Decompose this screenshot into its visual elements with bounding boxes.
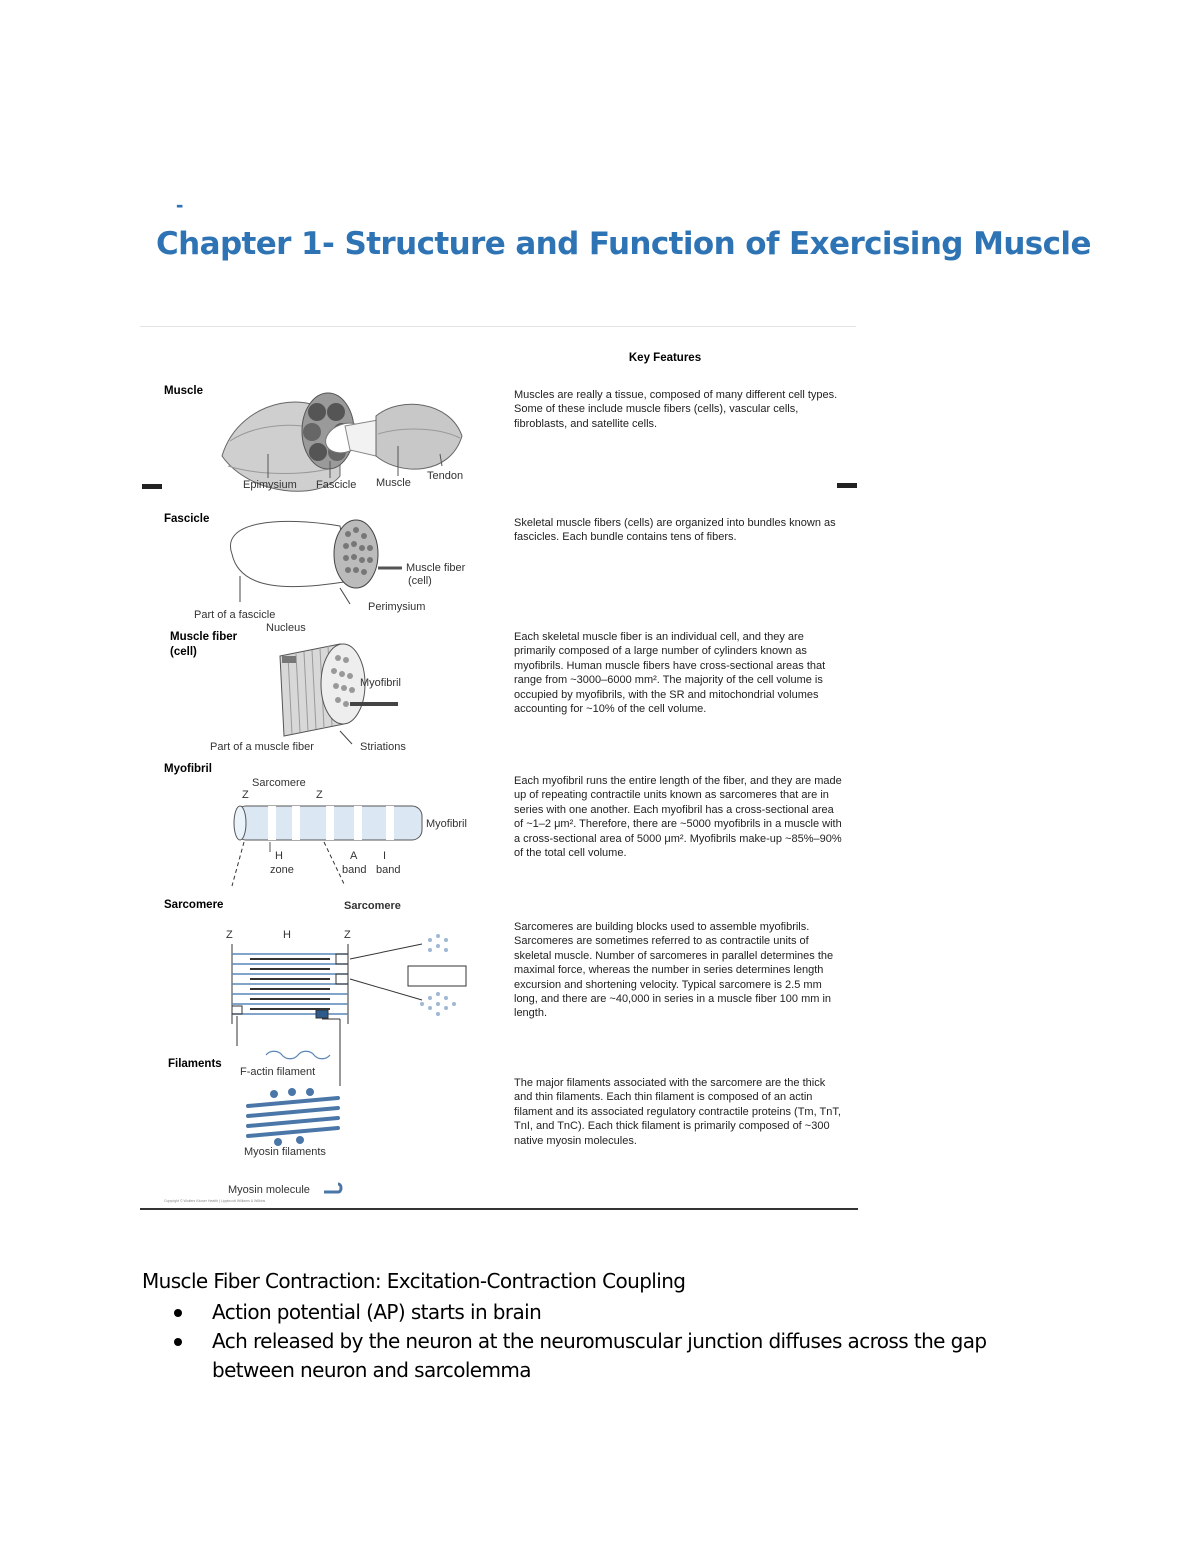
bullet-icon: [174, 1309, 182, 1317]
fascicle-drawing: [194, 520, 466, 621]
muscle-fiber-label-2: (cell): [408, 575, 432, 587]
section-label-sarcomere: Sarcomere: [164, 899, 224, 911]
i-band-label: band: [376, 864, 401, 876]
bullet-item: [170, 1298, 1030, 1327]
myosin-molecule-label: Myosin molecule: [228, 1184, 310, 1196]
section-label-myofibril: Myofibril: [164, 763, 212, 775]
tendon-label: Tendon: [427, 470, 464, 482]
figure-copyright: Copyright © Wolters Kluwer Health | Lippincott Williams & Wilkins: [164, 1199, 266, 1203]
part-of-fascicle-label: Part of a fascicle: [194, 609, 276, 621]
perimysium-label: Perimysium: [368, 601, 426, 613]
z-label-4: Z: [344, 929, 351, 941]
section-label-muscle-fiber: Muscle fiber (cell): [170, 631, 238, 658]
myofibril-drawing: [232, 777, 467, 912]
section-label-fascicle: Fascicle: [164, 513, 210, 525]
h-label-2: H: [283, 929, 291, 941]
sarcomere-drawing: [226, 929, 466, 1086]
bullet-item: [170, 1327, 1030, 1385]
i-band-letter: I: [383, 850, 387, 862]
section-label-filaments: Filaments: [168, 1058, 222, 1070]
h-label: H: [275, 850, 283, 862]
title-dash: -: [176, 192, 184, 217]
description-fascicle: Skeletal muscle fibers (cells) are organized into bundles known as fascicles. Each bundle contains tens of fibers.: [514, 517, 836, 544]
muscle-structure-figure: [140, 326, 860, 1216]
part-of-fiber-label: Part of a muscle fiber: [210, 741, 314, 753]
description-muscle: Muscles are really a tissue, composed of many different cell types. Some of these include muscle fibers (cells), vascular cells, fibroblasts, and satellite cells.: [514, 389, 838, 430]
description-filaments: The major filaments associated with the sarcomere are the thick and thin filaments. Each thin filament is composed of an actin filament and its associated regulatory contractile proteins (Tm, TnT, TnI, and TnC). Each thick filament is primarily composed of ~300 native myosin molecules.: [514, 1077, 841, 1147]
description-muscle-fiber: Each skeletal muscle fiber is an individual cell, and they are primarily composed of a large number of cylinders known as myofibrils. Human muscle fibers have cross-sectional areas that range from ~3000–6000 mm². The majority of the cell volume is occupied by myofibrils, with the SR and mitochondrial volumes accounting for ~10% of the cell volume.: [514, 631, 826, 716]
muscle-fiber-label-1: Muscle fiber: [406, 562, 466, 574]
left-page-tick: [142, 484, 162, 489]
f-actin-label: F-actin filament: [240, 1066, 316, 1078]
section-heading: Muscle Fiber Contraction: Excitation-Contraction Coupling: [142, 1269, 686, 1293]
bullet-text: Ach released by the neuron at the neuromuscular junction diffuses across the gap between neuron and sarcolemma: [212, 1329, 987, 1382]
myofibril-label-fiber: Myofibril: [360, 677, 401, 689]
z-label-1: Z: [242, 789, 249, 801]
a-band-letter: A: [350, 850, 358, 862]
key-features-heading: Key Features: [628, 352, 702, 364]
filaments-drawing: [228, 1051, 341, 1196]
zone-label: zone: [270, 864, 294, 876]
section-label-muscle: Muscle: [164, 385, 203, 397]
bullet-list: [170, 1298, 1030, 1385]
myosin-filaments-label: Myosin filaments: [244, 1146, 326, 1158]
whole-muscle-drawing: [222, 393, 463, 491]
a-band-label: band: [342, 864, 367, 876]
page-title: Chapter 1- Structure and Function of Exercising Muscle: [156, 226, 1091, 262]
epimysium-label: Epimysium: [243, 479, 297, 491]
striations-label: Striations: [360, 741, 406, 753]
nucleus-label: Nucleus: [266, 622, 306, 634]
sarcomere-right-label: Sarcomere: [344, 900, 401, 912]
myofibril-label: Myofibril: [426, 818, 467, 830]
z-label-2: Z: [316, 789, 323, 801]
sarcomere-top-label: Sarcomere: [252, 777, 306, 789]
muscle-label: Muscle: [376, 477, 411, 489]
right-page-tick: [837, 483, 857, 488]
fascicle-label: Fascicle: [316, 479, 357, 491]
z-label-3: Z: [226, 929, 233, 941]
description-myofibril: Each myofibril runs the entire length of the fiber, and they are made up of repeating contractile units known as sarcomeres that are in series with one another. Each myofibril has a cross-sectional area of ~1–2 μm². Therefore, there are ~5000 myofibrils in a muscle with a cross-sectional area of 5000 μm². Myofibrils make-up ~85%–90% of the total cell volume.: [514, 775, 842, 860]
bullet-text: Action potential (AP) starts in brain: [212, 1300, 542, 1324]
description-sarcomere: Sarcomeres are building blocks used to assemble myofibrils. Sarcomeres are sometimes referred to as contractile units of skeletal muscle. Number of sarcomeres in parallel determines the maximal force, whereas the number in series determines length excursion and shortening velocity. Typical sarcomere is 2.5 mm long, and there are ~40,000 in series in a muscle fiber 100 mm in length.: [514, 921, 834, 1020]
bullet-icon: [174, 1338, 182, 1346]
figure-bottom-rule: [140, 1208, 858, 1210]
